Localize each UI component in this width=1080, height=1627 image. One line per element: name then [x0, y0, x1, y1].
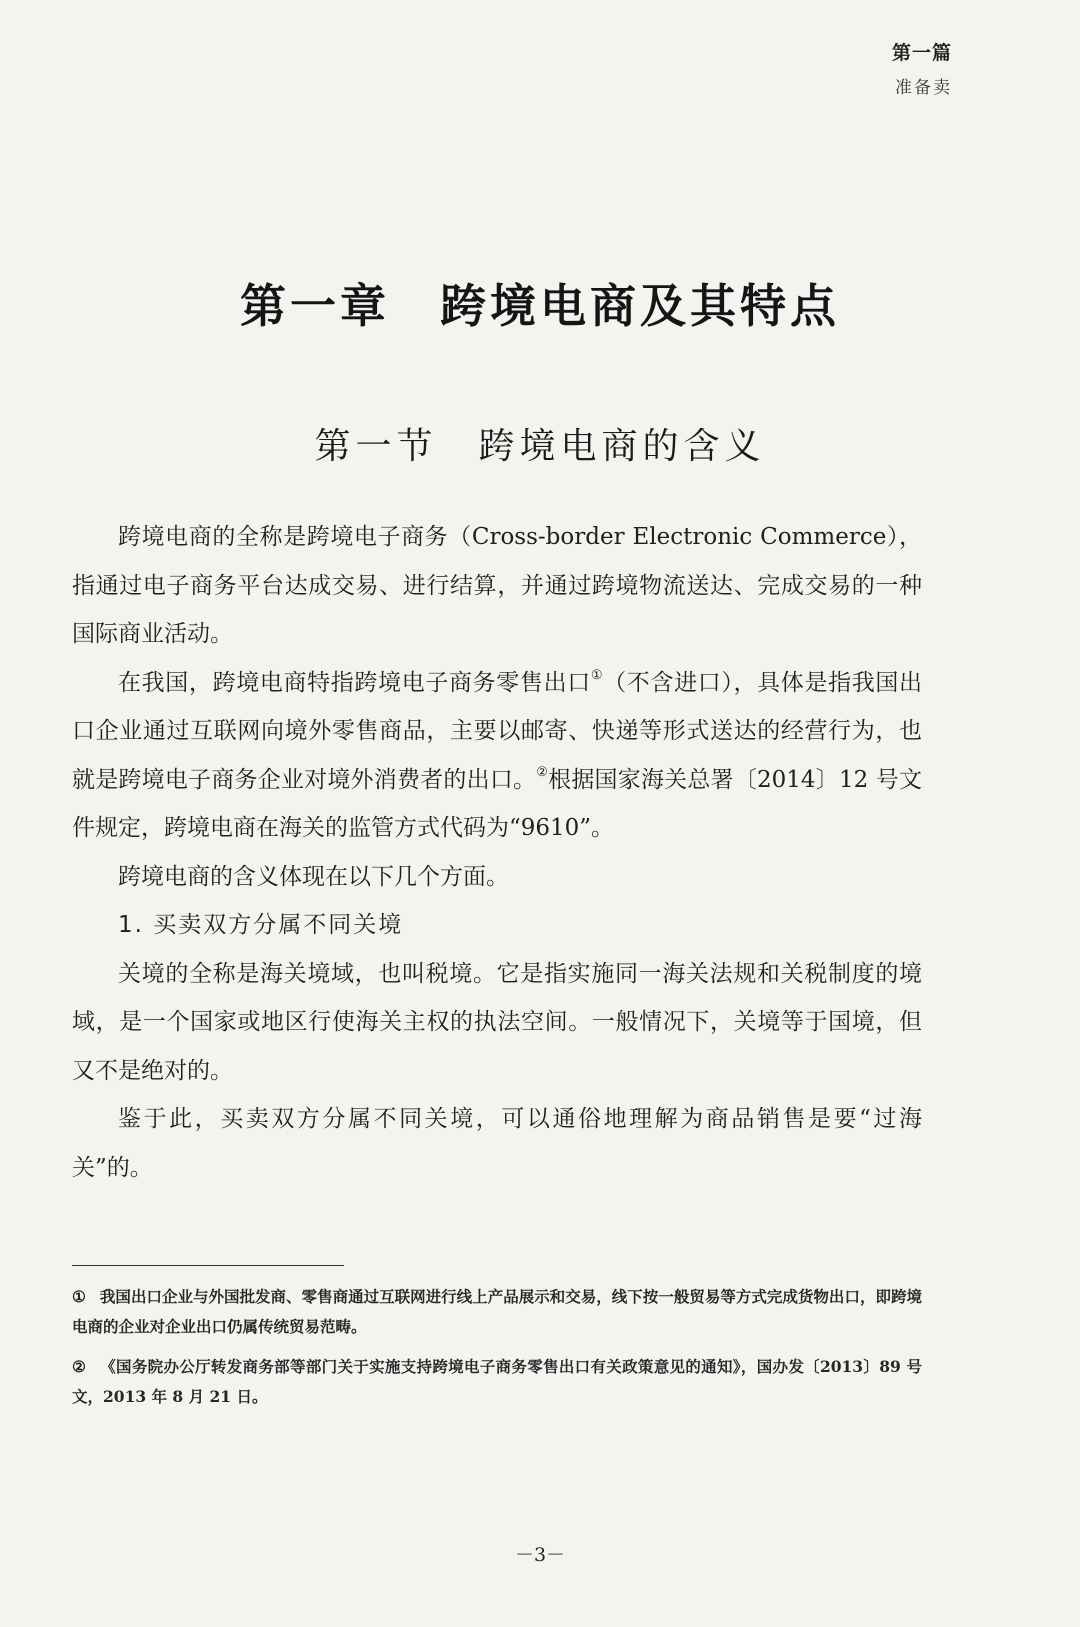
- paragraph-china-scope-part-a: 在我国，跨境电商特指跨境电子商务零售出口: [118, 669, 591, 696]
- footnote-2-mark: ②: [72, 1357, 86, 1376]
- footnote-1: [72, 1282, 922, 1342]
- header-part-title: 准备卖: [895, 78, 952, 98]
- chapter-title: 第一章 跨境电商及其特点: [240, 279, 840, 333]
- paragraph-china-scope-part-b: （不含进口），具体是指我国出口企业通过互联网向境外零售商品，主要以邮寄、快递等形式送达的经营行为，也就是跨境电子商务企业对境外消费者的出口。: [72, 669, 923, 793]
- body-text: [72, 513, 922, 1192]
- footnote-divider: [72, 1265, 344, 1266]
- subheading-different-customs: 1. 买卖双方分属不同关境: [118, 912, 404, 938]
- paragraph-china-scope-part-c: 根据国家海关总署〔2014〕12 号文件规定，跨境电商在海关的监管方式代码为“9610”。: [72, 766, 922, 841]
- header-part-label: 第一篇: [891, 42, 952, 64]
- footnote-2: [72, 1352, 922, 1412]
- footnote-ref-2[interactable]: ②: [536, 764, 549, 780]
- footnote-ref-1[interactable]: ①: [590, 667, 604, 683]
- paragraph-pass-customs: 鉴于此，买卖双方分属不同关境，可以通俗地理解为商品销售是要“过海关”的。: [72, 1106, 922, 1181]
- running-header: [892, 38, 952, 98]
- section-title: 第一节 跨境电商的含义: [314, 426, 766, 467]
- paragraph-china-scope: [72, 659, 922, 853]
- page-number: －3－: [514, 1544, 566, 1566]
- footnote-2-text: 《国务院办公厅转发商务部等部门关于实施支持跨境电子商务零售出口有关政策意见的通知》，国办发〔2013〕89 号文，2013 年 8 月 21 日。: [72, 1357, 922, 1406]
- paragraph-definition: 跨境电商的全称是跨境电子商务（Cross-border Electronic Commerce），指通过电子商务平台达成交易、进行结算，并通过跨境物流送达、完成交易的一种国际商业活动。: [72, 524, 922, 647]
- footnotes: [72, 1282, 922, 1422]
- footnote-1-text: 我国出口企业与外国批发商、零售商通过互联网进行线上产品展示和交易，线下按一般贸易等方式完成货物出口，即跨境电商的企业对企业出口仍属传统贸易范畴。: [72, 1287, 922, 1336]
- paragraph-customs-territory: 关境的全称是海关境域，也叫税境。它是指实施同一海关法规和关税制度的境域，是一个国家或地区行使海关主权的执法空间。一般情况下，关境等于国境，但又不是绝对的。: [72, 960, 922, 1084]
- paragraph-aspects-intro: 跨境电商的含义体现在以下几个方面。: [118, 863, 509, 890]
- footnote-1-mark: ①: [72, 1287, 86, 1306]
